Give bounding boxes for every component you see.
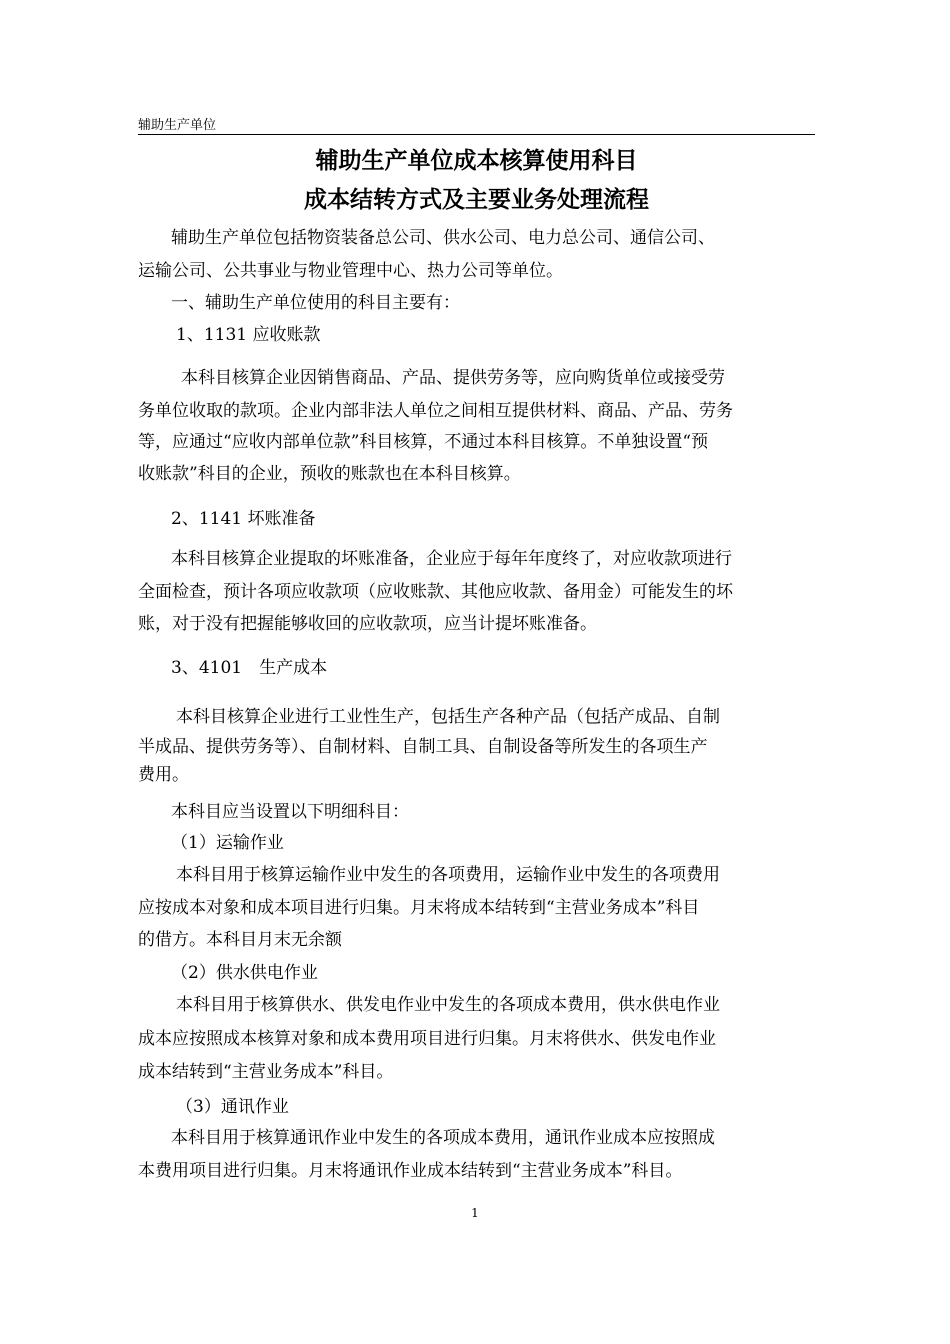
section-heading: 一、辅助生产单位使用的科目主要有： xyxy=(171,293,460,313)
paragraph-line: 本科目核算企业因销售商品、产品、提供劳务等，应向购货单位或接受劳 xyxy=(181,368,725,388)
paragraph-line: 成本结转到“主营业务成本”科目。 xyxy=(138,1062,394,1082)
paragraph-line: 本科目用于核算通讯作业中发生的各项成本费用，通讯作业成本应按照成 xyxy=(171,1128,715,1148)
paragraph-line: 务单位收取的款项。企业内部非法人单位之间相互提供材料、商品、产品、劳务 xyxy=(138,401,733,421)
subitem-heading: （2）供水供电作业 xyxy=(171,963,318,983)
document-title-line-1: 辅助生产单位成本核算使用科目 xyxy=(315,148,638,174)
document-title-line-2: 成本结转方式及主要业务处理流程 xyxy=(304,187,649,213)
intro-line: 辅助生产单位包括物资装备总公司、供水公司、电力总公司、通信公司、 xyxy=(171,228,715,248)
subitem-heading: （1）运输作业 xyxy=(171,833,284,853)
paragraph-line: 费用。 xyxy=(138,765,189,785)
item-heading: 2、1141 坏账准备 xyxy=(171,509,316,529)
page-number: 1 xyxy=(471,1206,479,1220)
paragraph-line: 等，应通过“应收内部单位款”科目核算，不通过本科目核算。不单独设置“预 xyxy=(138,432,709,452)
paragraph-line: 本科目核算企业进行工业性生产，包括生产各种产品（包括产成品、自制 xyxy=(176,707,720,727)
paragraph-line: 本费用项目进行归集。月末将通讯作业成本结转到“主营业务成本”科目。 xyxy=(138,1161,683,1181)
paragraph-line: 本科目核算企业提取的坏账准备，企业应于每年年度终了，对应收款项进行 xyxy=(171,549,732,569)
paragraph-line: 半成品、提供劳务等）、自制材料、自制工具、自制设备等所发生的各项生产 xyxy=(138,737,708,757)
paragraph-line: 全面检查，预计各项应收款项（应收账款、其他应收款、备用金）可能发生的坏 xyxy=(138,582,733,602)
paragraph-line: 应按成本对象和成本项目进行归集。月末将成本结转到“主营业务成本”科目 xyxy=(138,898,700,918)
paragraph-line: 本科目用于核算供水、供发电作业中发生的各项成本费用，供水供电作业 xyxy=(176,995,720,1015)
intro-line: 运输公司、公共事业与物业管理中心、热力公司等单位。 xyxy=(138,261,563,281)
running-header: 辅助生产单位 xyxy=(138,118,217,133)
item-heading: 1、1131 应收账款 xyxy=(176,325,321,345)
item-heading: 3、4101 生产成本 xyxy=(171,658,328,678)
header-rule xyxy=(138,134,815,135)
paragraph-line: 收账款”科目的企业，预收的账款也在本科目核算。 xyxy=(138,464,521,484)
paragraph-line: 本科目用于核算运输作业中发生的各项费用，运输作业中发生的各项费用 xyxy=(176,865,720,885)
subitem-heading: （3）通讯作业 xyxy=(176,1097,289,1117)
paragraph-line: 的借方。本科目月末无余额 xyxy=(138,930,342,950)
paragraph-line: 账，对于没有把握能够收回的应收款项，应当计提坏账准备。 xyxy=(138,614,597,634)
detail-intro: 本科目应当设置以下明细科目： xyxy=(171,802,409,822)
paragraph-line: 成本应按照成本核算对象和成本费用项目进行归集。月末将供水、供发电作业 xyxy=(138,1029,716,1049)
